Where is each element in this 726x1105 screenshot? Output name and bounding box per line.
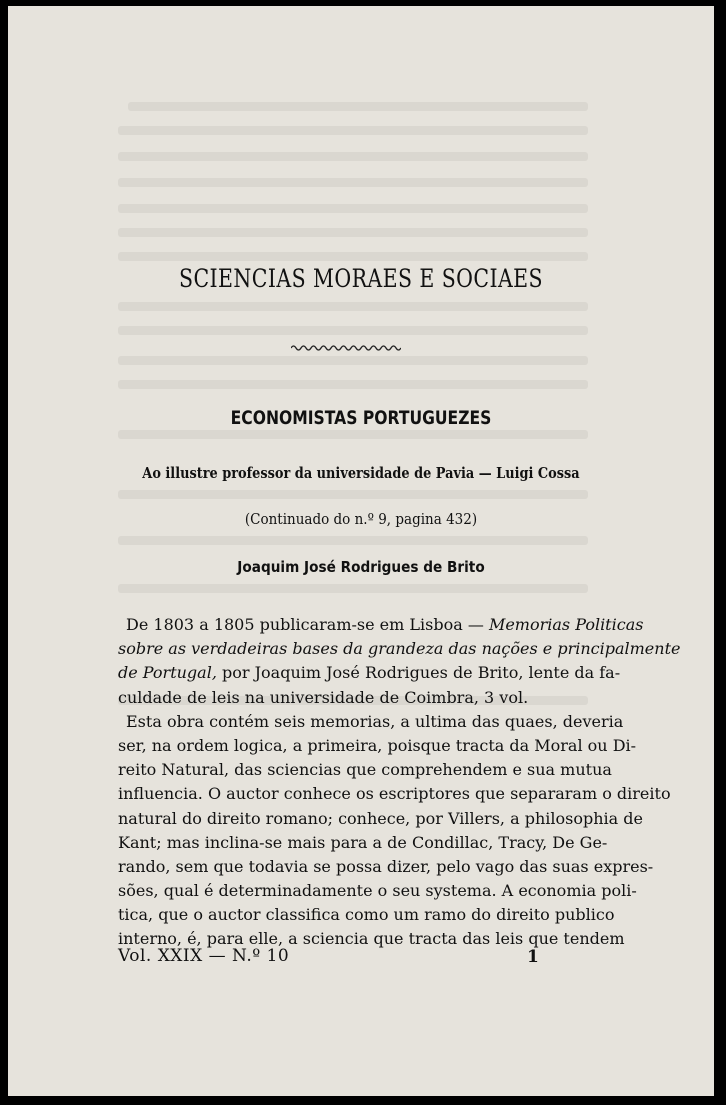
paragraph-2-line: Kant; mas inclina-se mais para a de Condillac, Tracy, De Ge- [118, 832, 608, 852]
dedication-line: Ao illustre professor da universidade de Pavia — Luigi Cossa [142, 464, 580, 482]
paragraph-2-line: interno, é, para elle, a sciencia que tracta das leis que tendem [118, 929, 625, 949]
paragraph-2-line: rando, sem que todavia se possa dizer, pelo vago das suas expres- [118, 856, 654, 876]
italic-title-span: sobre as verdadeiras bases da grandeza das nações e principalmente [118, 639, 681, 659]
text-span: por Joaquim José Rodrigues de Brito, lente da fa- [216, 663, 621, 683]
paragraph-2-line: reito Natural, das sciencias que comprehendem e sua mutua [118, 760, 612, 780]
paragraph-1-line-2 [118, 637, 681, 661]
italic-title-span: de Portugal, [118, 663, 217, 683]
paragraph-2-line: influencia. O auctor conhece os escriptores que separaram o direito [118, 784, 671, 804]
section-title: SCIENCIAS MORAES E SOCIAES [178, 264, 544, 293]
article-body [118, 613, 681, 952]
volume-number: Vol. XXIX — N.º 10 [118, 946, 290, 966]
paragraph-2-line: natural do direito romano; conhece, por Villers, a philosophia de [118, 808, 643, 828]
signature-mark: 1 [527, 947, 539, 967]
paragraph-2-line: Esta obra contém seis memorias, a ultima das quaes, deveria [126, 711, 624, 731]
paragraph-1-line-4: culdade de leis na universidade de Coimbra, 3 vol. [118, 687, 529, 707]
page-sheet [8, 6, 714, 1096]
paragraph-2-line: sões, qual é determinadamente o seu systema. A economia poli- [118, 881, 637, 901]
paragraph-1-line-1 [118, 613, 644, 637]
text-span: De 1803 a 1805 publicaram-se em Lisboa — [126, 615, 489, 634]
paragraph-2-line: ser, na ordem logica, a primeira, poisque tracta da Moral ou Di- [118, 735, 637, 755]
continuation-note: (Continuado do n.º 9, pagina 432) [244, 510, 478, 528]
article-title: ECONOMISTAS PORTUGUEZES [230, 407, 492, 429]
italic-title-span: Memorias Politicas [488, 615, 644, 634]
paragraph-1-line-3 [118, 661, 621, 685]
paragraph-2-line: tica, que o auctor classifica como um ramo do direito publico [118, 905, 615, 925]
wavy-rule-ornament [291, 344, 401, 352]
author-name: Joaquim José Rodrigues de Brito [237, 558, 485, 576]
